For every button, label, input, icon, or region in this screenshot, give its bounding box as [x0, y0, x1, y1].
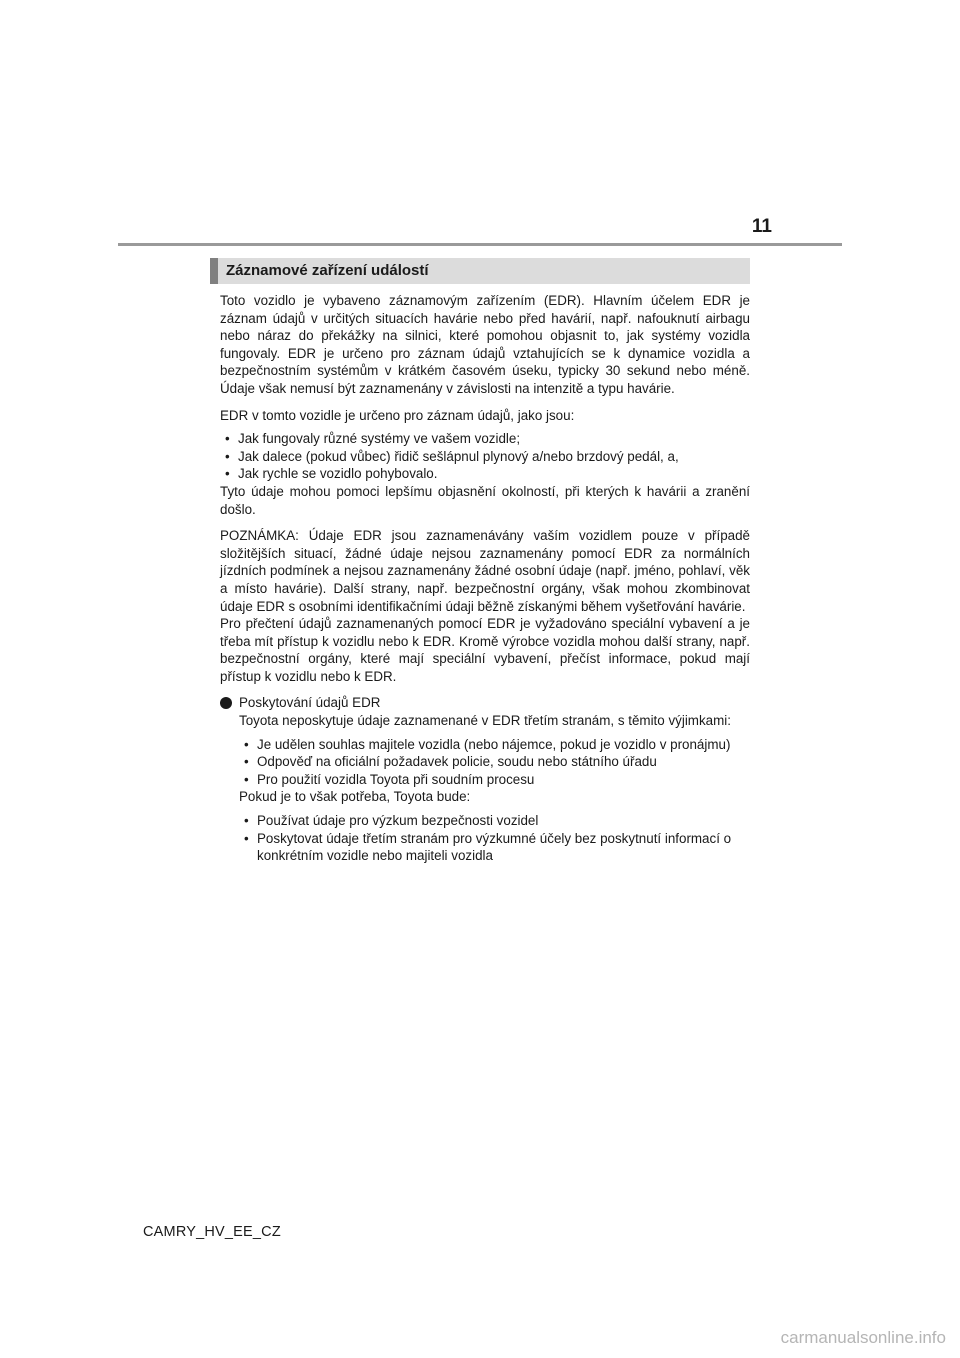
exceptions-list [239, 736, 750, 789]
list-item [239, 771, 750, 789]
list-item-text: Používat údaje pro výzkum bezpečnosti vozidel [257, 813, 539, 829]
subsection-title: Poskytování údajů EDR [239, 695, 381, 711]
however-line: Pokud je to však potřeba, Toyota bude: [239, 789, 471, 805]
reading-paragraph: Pro přečtení údajů zaznamenaných pomocí EDR je vyžadováno speciální vybavení a je třeba mít přístup k vozidlu nebo k EDR. Kromě výrobce vozidla mohou další strany, např. bezpečnostní orgány, které mají speciální vybavení, přečíst informace, pokud mají přístup k vozidlu nebo k EDR. [220, 616, 750, 684]
subsection-intro: Toyota neposkytuje údaje zaznamenané v EDR třetím stranám, s těmito výjimkami: [239, 713, 731, 729]
bullet-icon: • [225, 431, 230, 447]
page-number: 11 [751, 216, 772, 237]
list-intro: EDR v tomto vozidle je určeno pro záznam údajů, jako jsou: [220, 407, 575, 423]
list-item-text: Jak dalece (pokud vůbec) řidič sešlápnul plynový a/nebo brzdový pedál, a, [238, 448, 679, 464]
subsection-heading [220, 694, 750, 712]
bullet-icon: • [225, 448, 230, 464]
note-paragraph: POZNÁMKA: Údaje EDR jsou zaznamenávány vaším vozidlem pouze v případě složitějších situací, žádné údaje nejsou zaznamenány pomocí EDR za normálních jízdních podmínek a nejsou zaznamenány žádné osobní údaje (např. jméno, pohlaví, věk a místo havárie). Další strany, např. bezpečnostní orgány, však mohou zkombinovat údaje EDR s osobními identifikačními údaji běžně získanými během vyšetřování havárie. [220, 528, 750, 614]
list-item [239, 753, 750, 771]
list-outro: Tyto údaje mohou pomoci lepšímu objasnění okolností, při kterých k havárii a zranění došlo. [220, 483, 750, 517]
bullet-icon: • [244, 813, 249, 829]
footer-code: CAMRY_HV_EE_CZ [143, 1224, 281, 1240]
content [220, 292, 750, 865]
list-item-text: Je udělen souhlas majitele vozidla (nebo nájemce, pokud je vozidlo v pronájmu) [257, 736, 731, 752]
toyota-uses-list [239, 812, 750, 865]
section-heading: Záznamové zařízení událostí [210, 258, 750, 284]
header-rule [118, 243, 842, 246]
bullet-icon: • [244, 736, 249, 752]
intro-paragraph: Toto vozidlo je vybaveno záznamovým zařízením (EDR). Hlavním účelem EDR je záznam údajů v určitých situacích havárie nebo před havárií, např. nafouknutí airbagu nebo náraz do překážky na silnici, které pomohou objasnit to, jak systémy vozidla fungovaly. EDR je určeno pro záznam údajů vztahujících se k dynamice vozidla a bezpečnostním systémům v krátkém časovém úseku, typicky 30 sekund nebo méně. Údaje však nemusí být zaznamenány v závislosti na intenzitě a typu havárie. [220, 293, 750, 396]
list-item-text: Pro použití vozidla Toyota při soudním procesu [257, 771, 535, 787]
bullet-icon: • [225, 466, 230, 482]
list-item [220, 448, 750, 466]
list-item [239, 830, 750, 865]
bullet-icon: • [244, 754, 249, 770]
watermark: carmanualsonline.info [780, 1328, 946, 1347]
bullet-icon: • [244, 830, 249, 846]
subsection-body [239, 712, 750, 865]
recorded-items-list [220, 430, 750, 483]
list-item-text: Poskytovat údaje třetím stranám pro výzkumné účely bez poskytnutí informací o konkrétním vozidle nebo majiteli vozidla [257, 830, 732, 864]
list-item [220, 465, 750, 483]
list-item [239, 812, 750, 830]
list-item-text: Jak rychle se vozidlo pohybovalo. [238, 466, 438, 482]
list-item-text: Odpověď na oficiální požadavek policie, soudu nebo státního úřadu [257, 754, 657, 770]
list-item [220, 430, 750, 448]
bullet-icon: • [244, 771, 249, 787]
list-item-text: Jak fungovaly různé systémy ve vašem vozidle; [238, 431, 521, 447]
filled-circle-icon [220, 697, 232, 709]
list-item [239, 736, 750, 754]
